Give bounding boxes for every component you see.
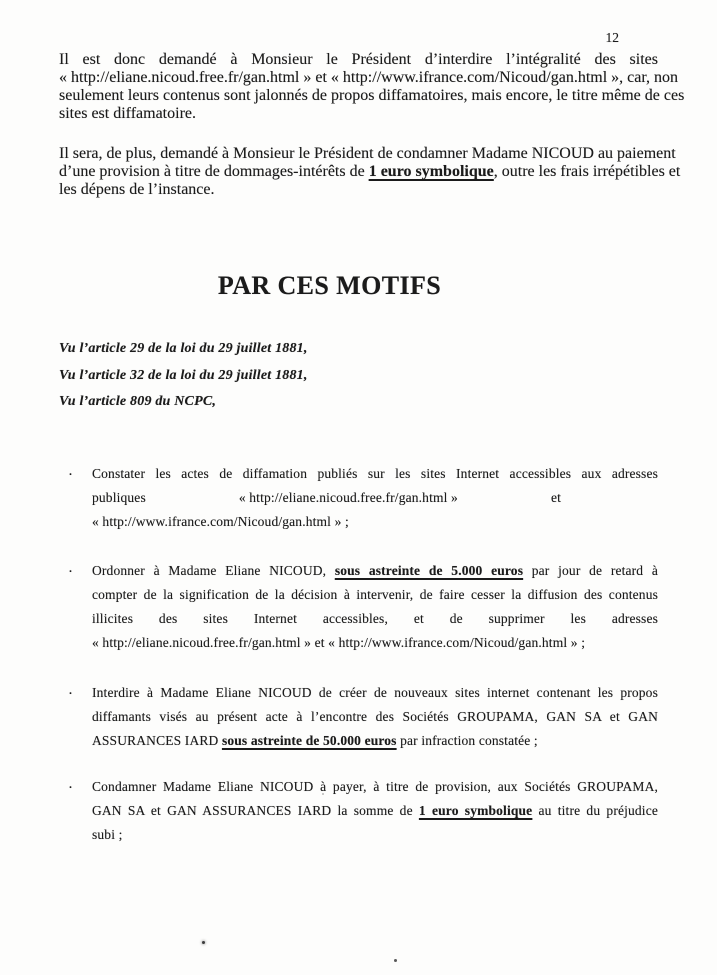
text-line: illicites des sites Internet accessibles, et de supprimer les adresses: [92, 610, 658, 626]
url-text-line: « http://www.ifrance.com/Nicoud/gan.html » ;: [92, 513, 349, 529]
text-line: diffamants visés au présent acte à l’encontre des Sociétés GROUPAMA, GAN SA et GAN: [92, 708, 658, 724]
text-segment: et: [550, 489, 561, 505]
text-segment: par infraction constatée ;: [396, 732, 538, 748]
url-text: « http://eliane.nicoud.free.fr/gan.html »: [238, 489, 458, 505]
text-line-with-emphasis: [92, 729, 658, 753]
text-segment: GAN SA et GAN ASSURANCES IARD la somme de: [92, 802, 419, 818]
text-line-with-emphasis: [92, 799, 658, 823]
text-line: Constater les actes de diffamation publiés sur les sites Internet accessibles aux adresses: [92, 465, 658, 481]
visa-article-809: Vu l’article 809 du NCPC,: [59, 394, 217, 409]
text-segment: ASSURANCES IARD: [92, 732, 222, 748]
bullet-marker: ·: [68, 466, 74, 483]
text-line: Il sera, de plus, demandé à Monsieur le Président de condamner Madame NICOUD au paiement: [59, 145, 676, 162]
emphasis-astreinte-50000-euros: sous astreinte de 50.000 euros: [221, 732, 397, 748]
text-line: Interdire à Madame Eliane NICOUD de créer de nouveaux sites internet contenant les propos: [92, 684, 658, 700]
text-line: Condamner Madame Eliane NICOUD à payer, à titre de provision, aux Sociétés GROUPAMA,: [92, 778, 658, 794]
text-segment: au titre du préjudice: [532, 802, 658, 818]
section-heading-par-ces-motifs: PAR CES MOTIFS: [217, 271, 442, 300]
text-line: les dépens de l’instance.: [59, 181, 215, 198]
visa-article-29: Vu l’article 29 de la loi du 29 juillet 1881,: [59, 341, 308, 356]
text-line: seulement leurs contenus sont jalonnés de propos diffamatoires, mais encore, le titre même de ces: [59, 87, 685, 104]
demands-list: [59, 462, 658, 847]
text-segment: par jour de retard à: [523, 562, 659, 578]
list-item-condamner: [59, 775, 658, 847]
text-segment: Ordonner à Madame Eliane NICOUD,: [92, 562, 335, 578]
bullet-marker: ·: [68, 685, 74, 702]
text-segment: , outre les frais irrépétibles et: [493, 163, 681, 180]
text-segment: d’une provision à titre de dommages-intérêts de: [59, 163, 369, 180]
text-segment: publiques: [92, 489, 146, 505]
text-line: compter de la signification de la décision à intervenir, de faire cesser la diffusion des contenus: [92, 586, 658, 602]
list-item-constater: [59, 462, 658, 534]
text-line: Il est donc demandé à Monsieur le Président d’interdire l’intégralité des sites: [59, 51, 658, 68]
visa-article-32: Vu l’article 32 de la loi du 29 juillet 1881,: [59, 367, 308, 383]
visas-block: [59, 336, 658, 416]
text-line-spread: [92, 486, 658, 510]
page-number: 12: [605, 30, 619, 45]
text-line-with-emphasis: [59, 163, 681, 181]
list-item-interdire: [59, 681, 658, 753]
text-line: subi ;: [92, 826, 123, 842]
scan-speck: [322, 793, 324, 795]
list-item-ordonner: [59, 559, 658, 655]
emphasis-astreinte-5000-euros: sous astreinte de 5.000 euros: [334, 562, 524, 578]
bullet-marker: ·: [68, 563, 74, 580]
emphasis-1-euro-symbolique: 1 euro symbolique: [418, 802, 533, 818]
scan-speck: [394, 959, 397, 962]
text-line: sites est diffamatoire.: [59, 105, 196, 122]
emphasis-1-euro-symbolique: 1 euro symbolique: [368, 163, 494, 180]
bullet-marker: ·: [68, 779, 74, 796]
text-line-with-emphasis: [92, 559, 658, 583]
url-text-line: « http://eliane.nicoud.free.fr/gan.html » et « http://www.ifrance.com/Nicoud/gan.html » ;: [92, 634, 586, 650]
text-line-urls: « http://eliane.nicoud.free.fr/gan.html » et « http://www.ifrance.com/Nicoud/gan.html », car, non: [59, 69, 679, 86]
scan-speck: [202, 941, 205, 944]
